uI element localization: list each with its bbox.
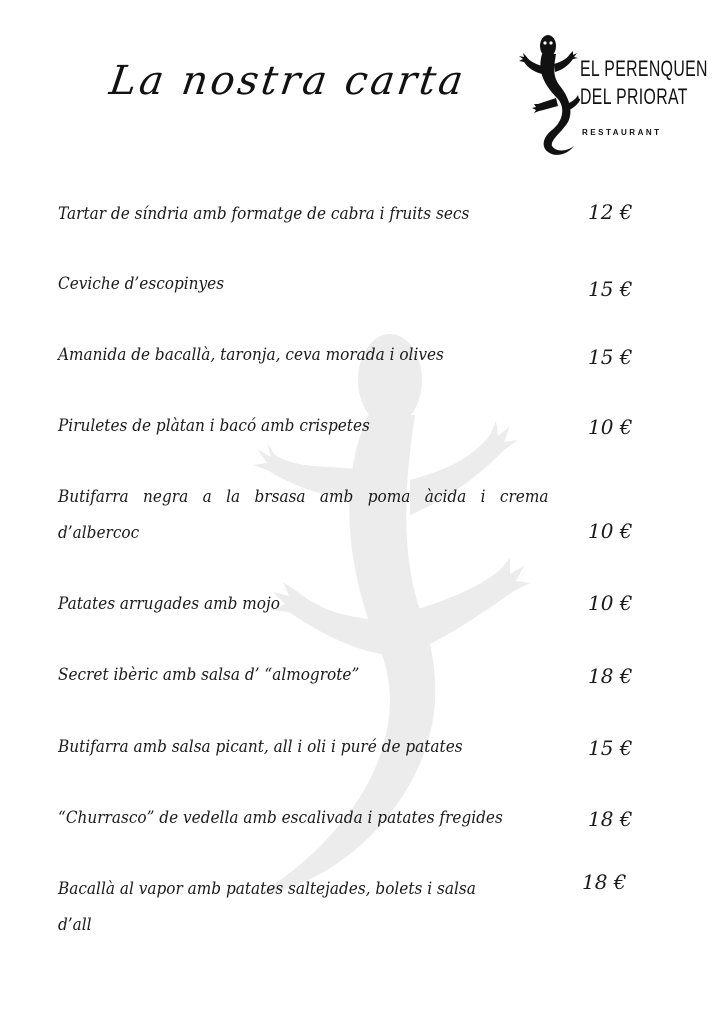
logo-name-line1: EL PERENQUEN xyxy=(580,56,708,81)
dish-name: Amanida de bacallà, taronja, ceva morada i olives xyxy=(58,345,444,365)
dish-name: Bacallà al vapor amb patates saltejades, bolets i salsa d’all xyxy=(58,879,476,935)
logo-name-line2: DEL PRIORAT xyxy=(580,84,688,109)
restaurant-logo xyxy=(518,34,708,164)
dish-price: 15 € xyxy=(588,277,633,301)
gecko-icon xyxy=(518,34,580,160)
dish-price: 18 € xyxy=(588,807,633,831)
dish-price: 18 € xyxy=(588,664,633,688)
dish-name: Tartar de síndria amb formatge de cabra i fruits secs xyxy=(58,204,470,224)
dish-name: Secret ibèric amb salsa d’ “almogrote” xyxy=(58,665,360,685)
dish-price: 12 € xyxy=(588,200,633,224)
dish-price: 15 € xyxy=(588,736,633,760)
logo-subtitle: RESTAURANT xyxy=(582,128,662,137)
dish-price: 10 € xyxy=(588,591,633,615)
page-title: La nostra carta xyxy=(106,58,469,104)
dish-price: 10 € xyxy=(588,519,633,543)
dish-price: 10 € xyxy=(588,415,633,439)
dish-name: Piruletes de plàtan i bacó amb crispetes xyxy=(58,416,370,436)
dish-name: Patates arrugades amb mojo xyxy=(58,594,280,614)
dish-name: “Churrasco” de vedella amb escalivada i patates fregides xyxy=(58,808,503,828)
dish-price: 15 € xyxy=(588,345,633,369)
dish-name: Butifarra amb salsa picant, all i oli i puré de patates xyxy=(58,737,463,757)
dish-price: 18 € xyxy=(582,870,627,894)
dish-name: Butifarra negra a la brsasa amb poma àcida i crema d’albercoc xyxy=(58,487,549,543)
dish-name: Ceviche d’escopinyes xyxy=(58,274,225,294)
